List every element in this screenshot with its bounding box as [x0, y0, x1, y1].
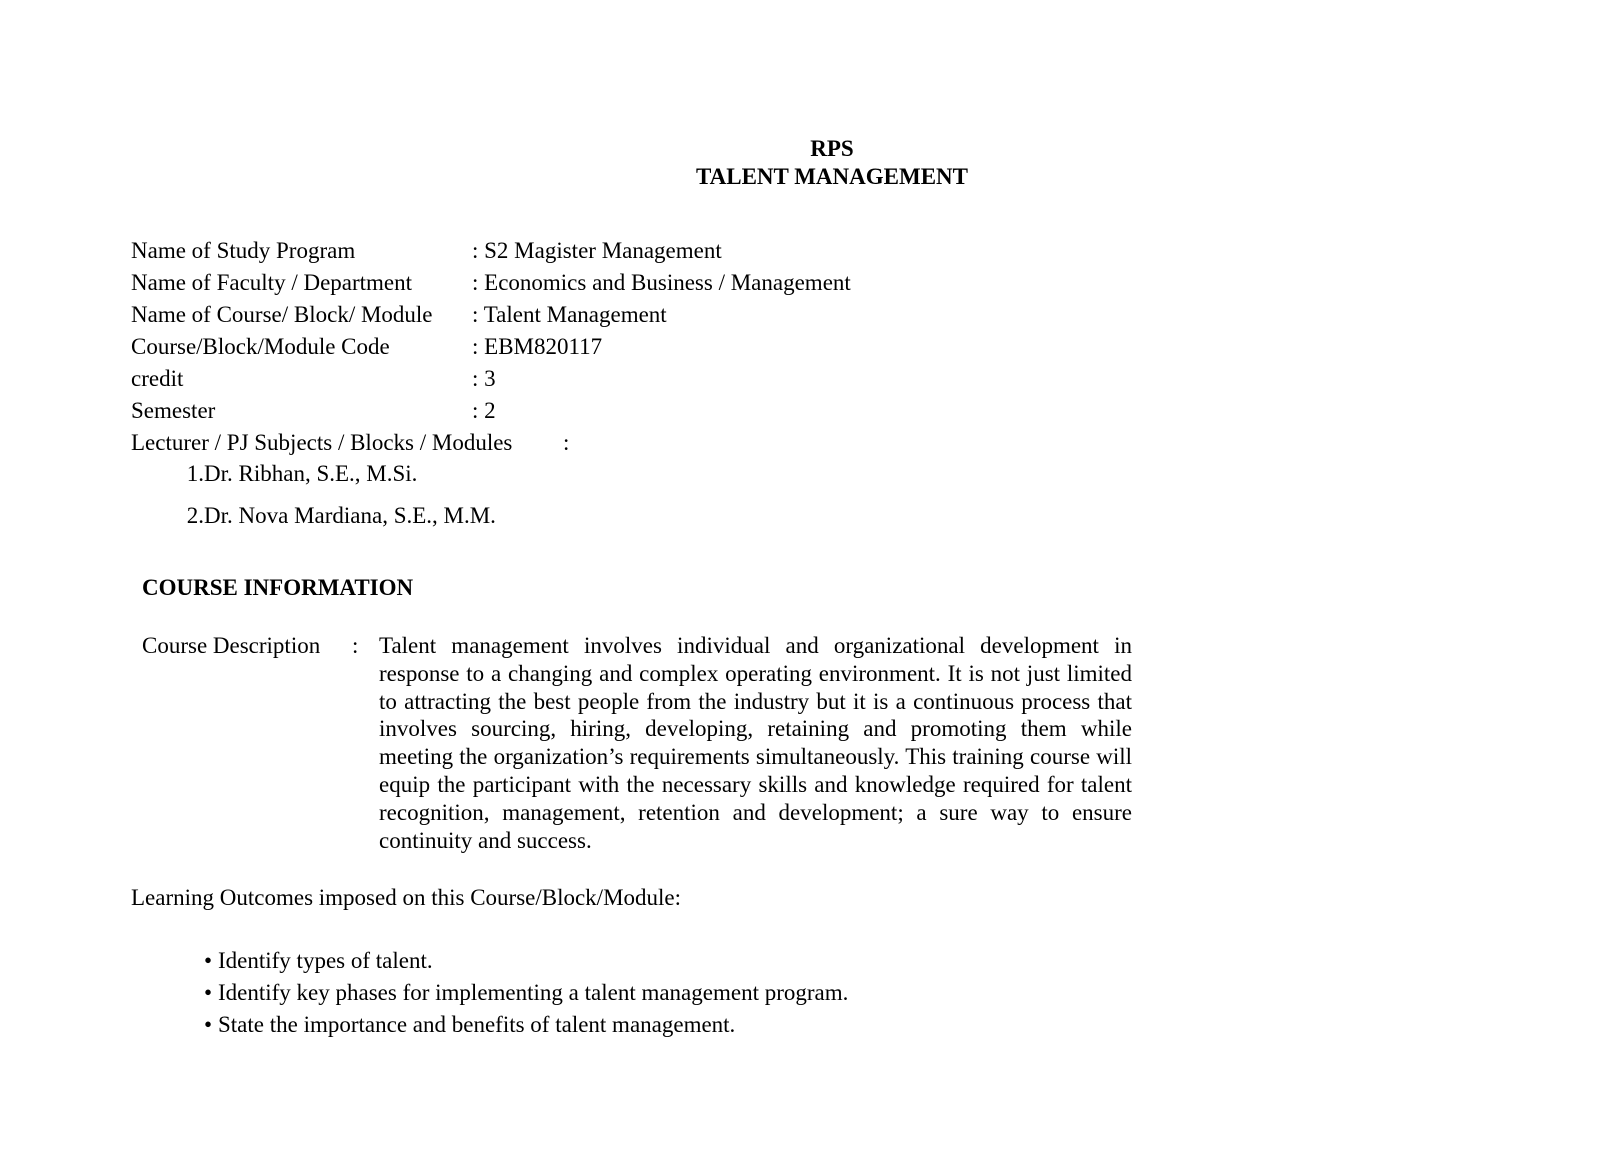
lecturer-label: Lecturer / PJ Subjects / Blocks / Modules [131, 430, 513, 455]
info-value: : 2 [472, 398, 496, 423]
document-title [0, 135, 1624, 191]
list-item [160, 500, 496, 532]
list-item [204, 945, 848, 977]
course-description-label: Course Description [142, 633, 321, 658]
lecturer-colon: : [563, 430, 570, 455]
lecturer-name: Dr. Nova Mardiana, S.E., M.M. [204, 503, 496, 528]
info-label: Semester [131, 398, 216, 423]
course-description-text: Talent management involves individual and organizational development in response to a changing and complex operating environment. It is not just limited to attracting the best people from the industry but it is a continuous process that involves sourcing, hiring, developing, retaining and promoting them while meeting the organization’s requirements simultaneously. This training course will equip the participant with the necessary skills and knowledge required for talent recognition, management, retention and development; a sure way to ensure continuity and success. [379, 633, 1132, 853]
learning-outcomes-list [204, 945, 848, 1041]
bullet-icon: • [204, 1012, 213, 1037]
outcome-text: Identify types of talent. [218, 948, 433, 973]
info-value: : EBM820117 [472, 334, 603, 359]
info-value: : S2 Magister Management [472, 238, 722, 263]
list-number: 2. [186, 503, 204, 528]
list-item [204, 1009, 848, 1041]
lecturer-list [160, 458, 496, 542]
title-line-rps: RPS [810, 136, 854, 161]
info-value: : 3 [472, 366, 496, 391]
title-line-course: TALENT MANAGEMENT [696, 164, 968, 189]
info-label: Name of Course/ Block/ Module [131, 302, 433, 327]
info-label: credit [131, 366, 184, 391]
learning-outcomes-intro: Learning Outcomes imposed on this Course/Block/Module: [131, 885, 682, 910]
outcome-text: Identify key phases for implementing a talent management program. [218, 980, 849, 1005]
course-information-heading: COURSE INFORMATION [142, 575, 414, 600]
lecturer-name: Dr. Ribhan, S.E., M.Si. [204, 461, 418, 486]
list-item [204, 977, 848, 1009]
info-value: : Economics and Business / Management [472, 270, 851, 295]
course-description-colon: : [352, 633, 359, 658]
bullet-icon: • [204, 948, 213, 973]
bullet-icon: • [204, 980, 213, 1005]
info-label: Name of Study Program [131, 238, 356, 263]
outcome-text: State the importance and benefits of talent management. [218, 1012, 736, 1037]
list-number: 1. [186, 461, 204, 486]
list-item [160, 458, 418, 490]
info-label: Name of Faculty / Department [131, 270, 413, 295]
info-value: : Talent Management [472, 302, 667, 327]
info-label: Course/Block/Module Code [131, 334, 390, 359]
